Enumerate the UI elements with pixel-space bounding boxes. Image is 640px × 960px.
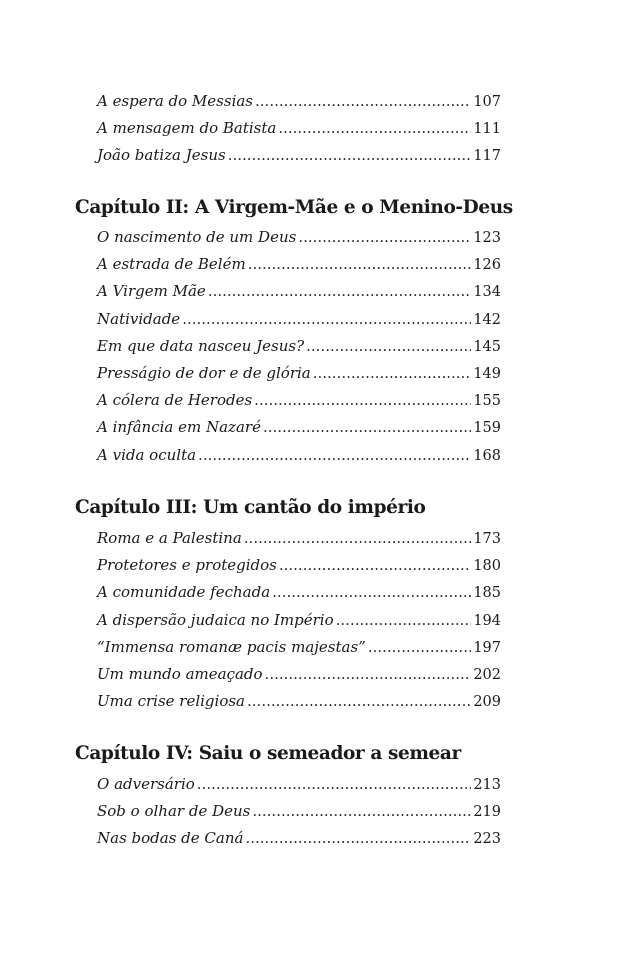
toc-entry-title: Protetores e protegidos: [97, 556, 277, 575]
toc-entry: [75, 665, 501, 692]
chapter-heading: Capítulo II: A Virgem-Mãe e o Menino-Deus: [75, 197, 513, 218]
toc-chapter-3-entries: [75, 529, 501, 719]
dot-leader: [255, 92, 471, 110]
toc-entry: [75, 337, 501, 364]
toc-entry: [75, 611, 501, 638]
toc-entry: [75, 775, 501, 802]
toc-entry: [75, 255, 501, 282]
toc-entry: [75, 583, 501, 610]
dot-leader: [244, 529, 472, 547]
dot-leader: [248, 255, 472, 273]
toc-entry-page: 209: [473, 694, 501, 711]
dot-leader: [368, 638, 471, 656]
toc-entry-title: A mensagem do Batista: [97, 119, 277, 138]
toc-entry-page: 134: [473, 284, 501, 301]
toc-entry: [75, 829, 501, 856]
dot-leader: [247, 692, 471, 710]
toc-entry-page: 168: [473, 447, 501, 464]
toc-entry-title: A infância em Nazaré: [97, 418, 261, 437]
toc-chapter-2-entries: [75, 228, 501, 473]
dot-leader: [265, 665, 472, 683]
toc-entry-page: 123: [473, 230, 501, 246]
toc-entry: [75, 556, 501, 583]
dot-leader: [278, 119, 471, 137]
toc-entry: [75, 802, 501, 829]
toc-entry: [75, 391, 501, 418]
toc-entry-title: A comunidade fechada: [97, 583, 271, 602]
toc-entry-title: Sob o olhar de Deus: [97, 802, 251, 821]
dot-leader: [263, 418, 471, 436]
dot-leader: [228, 146, 472, 164]
dot-leader: [272, 583, 471, 601]
toc-entry-page: 142: [473, 311, 501, 328]
toc-entry-page: 173: [473, 531, 501, 547]
toc-entry-page: 126: [473, 257, 501, 274]
toc-chapter-2: [75, 197, 513, 227]
toc-entry: [75, 228, 501, 255]
toc-entry-page: 145: [473, 338, 501, 355]
toc-entry-title: Roma e a Palestina: [97, 529, 242, 547]
toc-entry: [75, 638, 501, 665]
toc-entry-title: Em que data nasceu Jesus?: [97, 336, 305, 355]
toc-entry: [75, 529, 501, 556]
dot-leader: [198, 446, 471, 464]
toc-entry-page: 107: [473, 94, 501, 110]
toc-entry-title: Um mundo ameaçado: [97, 664, 263, 683]
toc-section-continued: [75, 92, 501, 174]
toc-entry-page: 155: [473, 393, 501, 410]
toc-entry-page: 159: [473, 420, 501, 437]
toc-entry-page: 213: [473, 777, 501, 793]
toc-entry-title: A dispersão judaica no Império: [97, 610, 334, 629]
dot-leader: [279, 556, 471, 574]
toc-chapter-4-entries: [75, 775, 501, 857]
toc-entry: [75, 446, 501, 473]
dot-leader: [252, 802, 471, 820]
toc-entry: [75, 310, 501, 337]
toc-entry: [75, 92, 501, 119]
toc-entry-page: 180: [473, 558, 501, 575]
dot-leader: [245, 829, 471, 847]
toc-entry-title: O nascimento de um Deus: [97, 228, 297, 246]
toc-entry-title: A cólera de Herodes: [97, 391, 253, 410]
toc-entry-title: “Immensa romanæ pacis majestas”: [97, 637, 366, 656]
toc-entry-page: 202: [473, 666, 501, 683]
chapter-heading: Capítulo III: Um cantão do império: [75, 497, 426, 518]
dot-leader: [336, 611, 472, 629]
toc-entry-title: A estrada de Belém: [97, 255, 246, 274]
toc-entry-page: 223: [473, 831, 501, 848]
toc-entry: [75, 119, 501, 146]
toc-entry: [75, 282, 501, 309]
toc-chapter-3: [75, 497, 501, 527]
toc-entry: [75, 418, 501, 445]
toc-entry-page: 219: [473, 804, 501, 821]
toc-entry-title: Uma crise religiosa: [97, 692, 246, 711]
dot-leader: [306, 337, 471, 355]
dot-leader: [313, 364, 472, 382]
toc-entry-page: 194: [473, 612, 501, 629]
toc-entry: [75, 364, 501, 391]
dot-leader: [254, 391, 471, 409]
toc-entry-title: Natividade: [97, 309, 181, 328]
toc-chapter-4: [75, 743, 501, 773]
toc-entry-title: A vida oculta: [97, 445, 197, 464]
toc-entry: [75, 146, 501, 173]
toc-entry-page: 197: [473, 639, 501, 656]
toc-entry-page: 185: [473, 585, 501, 602]
toc-entry-title: A espera do Messias: [97, 92, 254, 110]
toc-entry-title: Presságio de dor e de glória: [97, 363, 311, 382]
dot-leader: [298, 228, 471, 246]
dot-leader: [182, 310, 471, 328]
toc-entry-title: João batiza Jesus: [97, 146, 226, 165]
toc-entry-page: 117: [473, 148, 501, 165]
toc-entry-page: 111: [473, 121, 501, 138]
dot-leader: [208, 282, 472, 300]
toc-entry-title: A Virgem Mãe: [97, 282, 206, 301]
chapter-heading: Capítulo IV: Saiu o semeador a semear: [75, 743, 461, 764]
toc-entry: [75, 692, 501, 719]
dot-leader: [197, 775, 472, 793]
toc-entry-title: O adversário: [97, 775, 195, 793]
toc-entry-page: 149: [473, 365, 501, 382]
toc-entry-title: Nas bodas de Caná: [97, 829, 244, 848]
